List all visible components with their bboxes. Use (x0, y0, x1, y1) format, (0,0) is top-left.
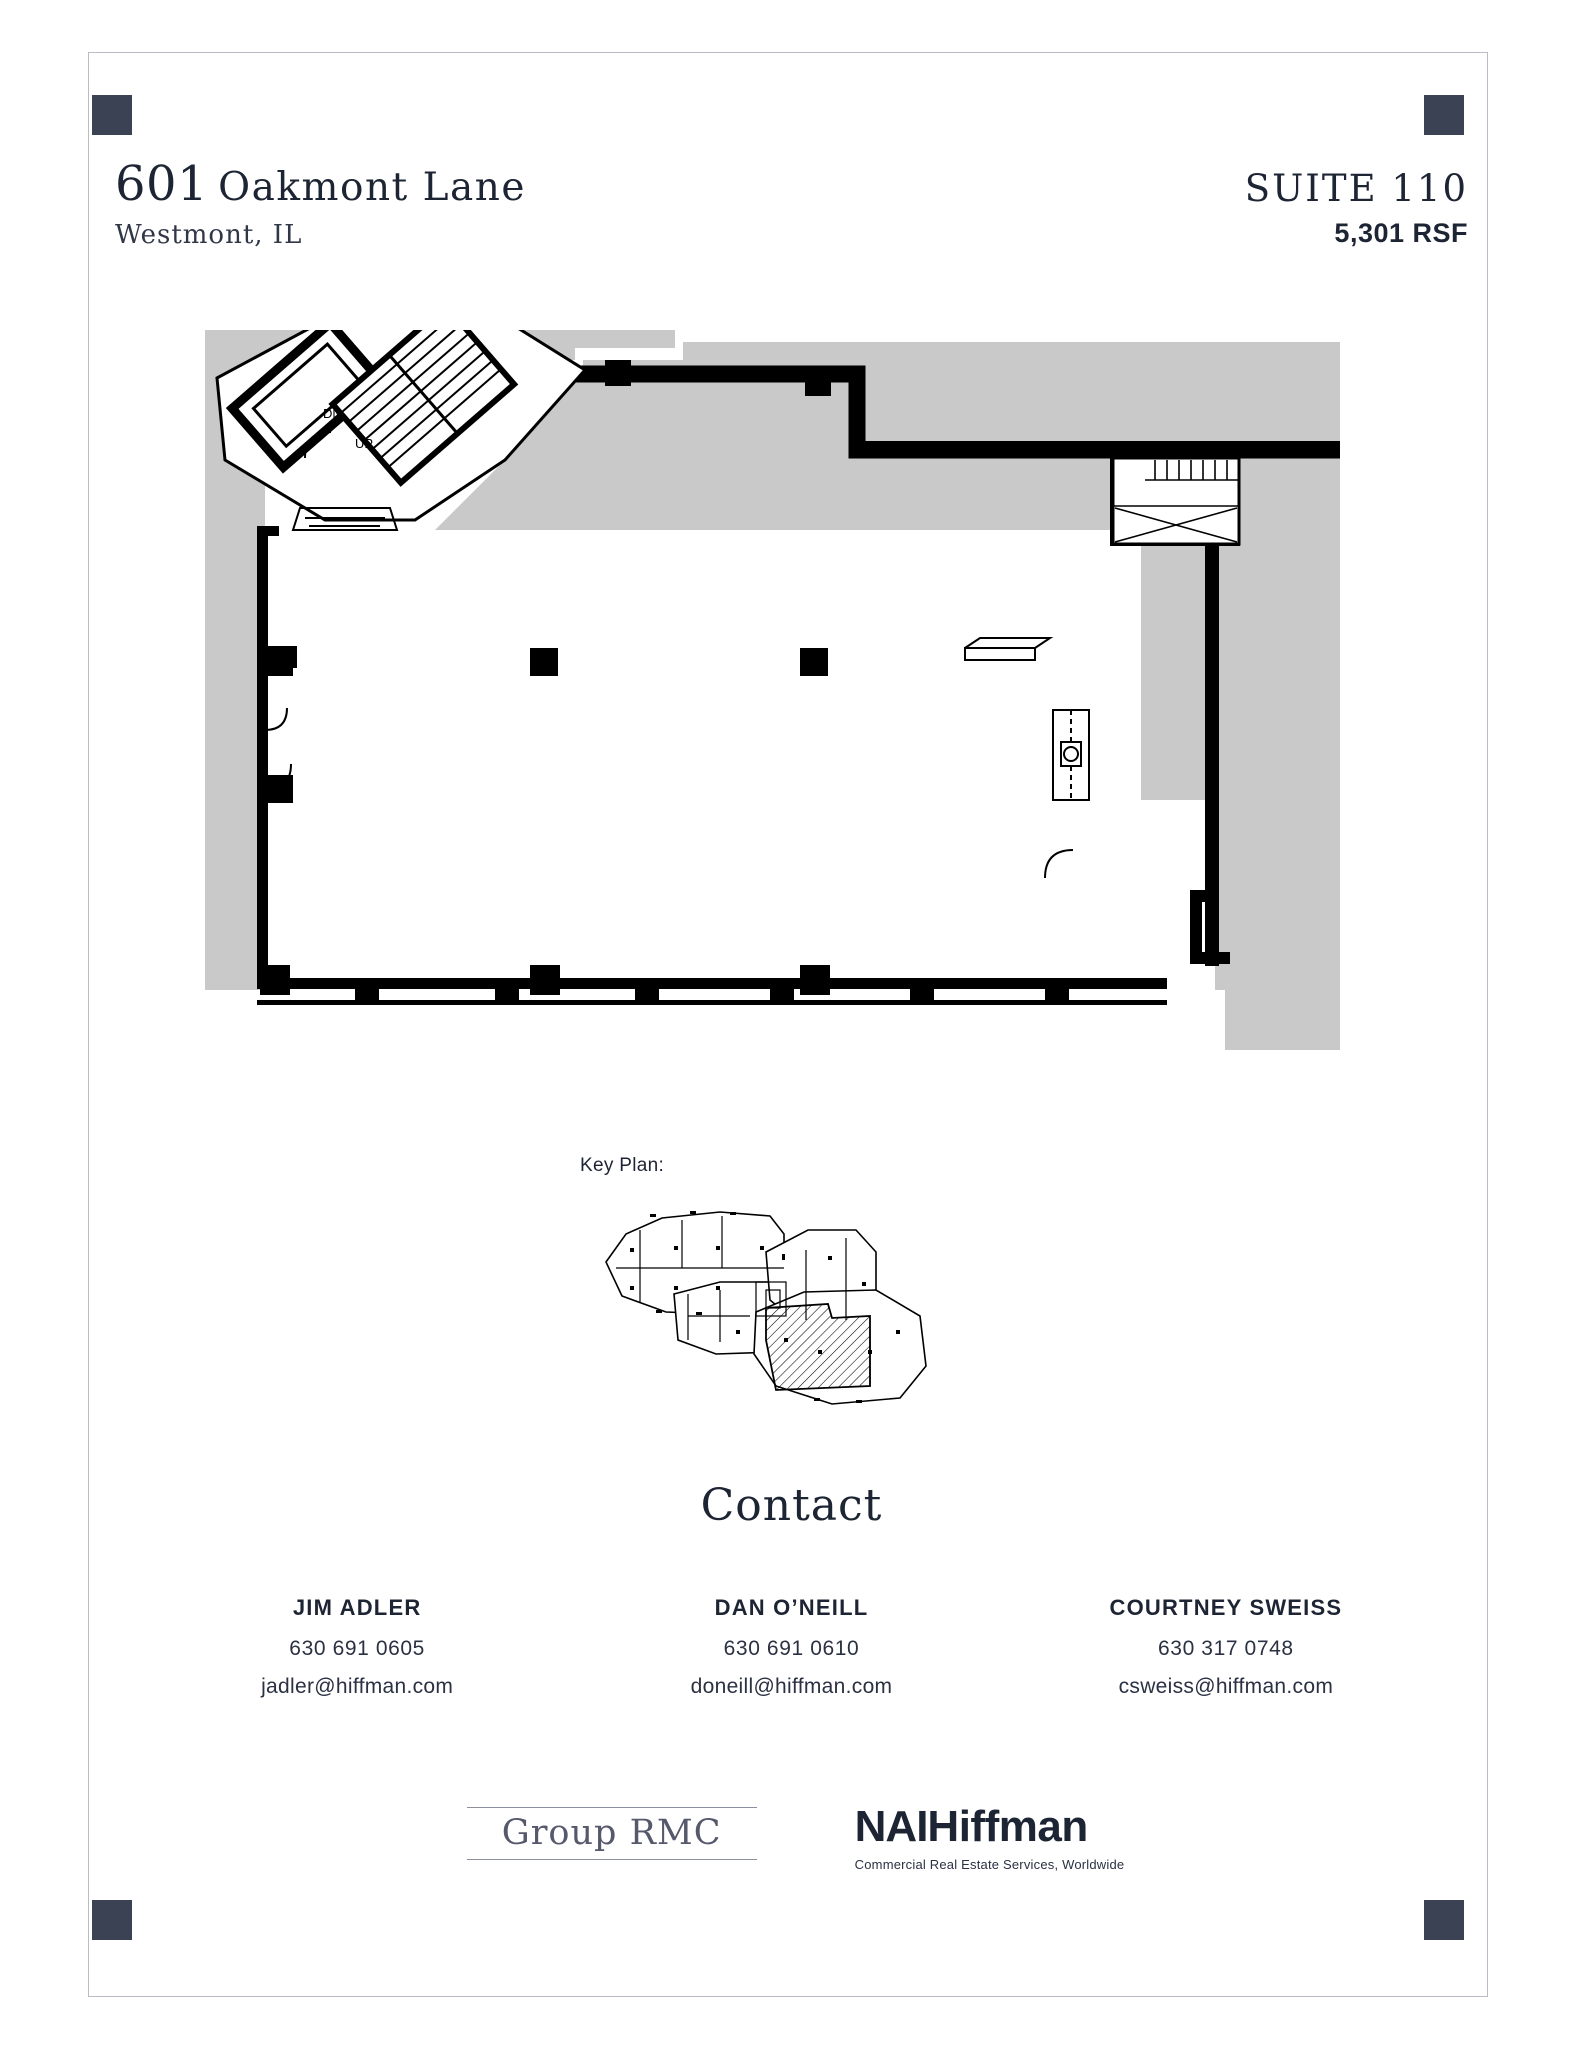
contact-list (140, 1595, 1443, 1699)
contact-name: JIM ADLER (292, 1595, 422, 1620)
secondary-stair (1113, 458, 1239, 544)
stair-up-label: UP (355, 436, 374, 451)
group-rmc-logo (459, 1807, 765, 1870)
logo-rule-bottom (467, 1859, 757, 1860)
contact-name: COURTNEY SWEISS (1109, 1595, 1343, 1620)
suite-info (1244, 167, 1468, 249)
contact-phone[interactable]: 630 691 0610 (723, 1637, 860, 1660)
contact-email[interactable]: jadler@hiffman.com (261, 1675, 454, 1698)
nai-tagline: Commercial Real Estate Services, Worldwide (854, 1857, 1125, 1872)
suite-number: SUITE 110 (1244, 167, 1468, 210)
corner-marker-top-left (92, 95, 132, 135)
nai-hiffman-logo (854, 1802, 1125, 1872)
building-number: 601 (115, 156, 209, 212)
footer-logos (0, 1802, 1583, 1872)
contact-name: DAN O’NEILL (714, 1595, 869, 1620)
corner-marker-bottom-left (92, 1900, 132, 1940)
contact-heading: Contact (700, 1480, 883, 1531)
electrical-panel (263, 646, 297, 668)
nai-hiffman-wordmark (854, 1802, 1088, 1851)
contact-card (140, 1595, 574, 1699)
contact-card (574, 1595, 1008, 1699)
contact-email[interactable]: doneill@hiffman.com (690, 1675, 893, 1698)
key-plan (570, 1190, 1010, 1420)
corner-marker-top-right (1424, 95, 1464, 135)
stair-dn-label: DN (323, 406, 342, 421)
page-title (115, 156, 875, 250)
suite-rsf: 5,301 RSF (1334, 217, 1468, 248)
contact-phone[interactable]: 630 317 0748 (1158, 1637, 1294, 1660)
building-address (115, 156, 875, 212)
contact-card (1009, 1595, 1443, 1699)
nai-mark-text: NAI (854, 1802, 928, 1851)
hiffman-text: Hiffman (927, 1802, 1088, 1851)
building-city-state: Westmont, IL (115, 220, 303, 250)
building-street: Oakmont Lane (218, 165, 526, 210)
contact-email[interactable]: csweiss@hiffman.com (1118, 1675, 1334, 1698)
key-plan-label: Key Plan: (580, 1155, 665, 1176)
logo-rule-top (467, 1807, 757, 1808)
group-rmc-logo-text: Group RMC (501, 1813, 722, 1853)
contact-phone[interactable]: 630 691 0605 (289, 1637, 425, 1660)
floor-plan (205, 330, 1340, 1140)
corner-marker-bottom-right (1424, 1900, 1464, 1940)
